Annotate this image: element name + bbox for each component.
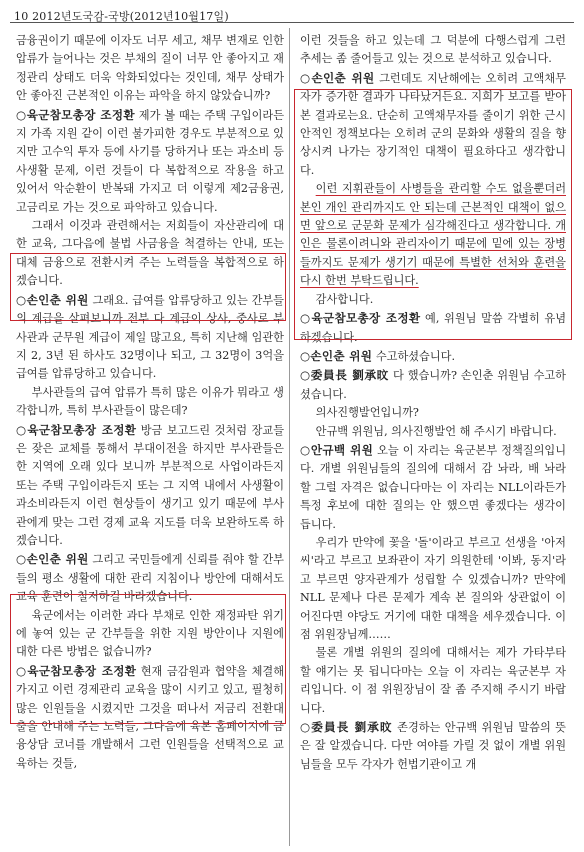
speaker-name: ○委員長 劉承旼 (300, 368, 390, 383)
paragraph-text: 안규백 위원님, 의사진행발언 해 주시기 바랍니다. (315, 424, 557, 438)
paragraph-text: 현재 금감원과 협약을 체결해 가지고 이런 경제관리 교육을 많이 시키고 있고, 필청히 많은 인원들을 시켰지만 그것을 떠나서 저금리 전환대출을 안내해 주는 노력들, 그다음에 육본 홈페이지에 금융상담 코너를 개발해서 그런 인원들을 선택적으로 교육하는 것들, (16, 664, 285, 770)
highlight-box (294, 89, 572, 340)
column-divider (289, 28, 290, 846)
paragraph-text: 이런 것들을 하고 있는데 그 덕분에 다행스럽게 그런 추세는 좀 줄어들고 있는 것으로 분석하고 있습니다. (300, 34, 566, 66)
paragraph (300, 644, 566, 718)
paragraph (16, 384, 284, 421)
paragraph-text: 물론 개별 위원의 질의에 대해서는 제가 가타부타 할 얘기는 못 됩니다마는 오늘 이 자리는 육군본부 자리입니다. 이 점 위원장님이 잘 좀 주지해 주시기 바랍니다. (300, 646, 566, 715)
speaker-name: ○손인춘 위원 (300, 348, 373, 363)
speaker-name: ○손인춘 위원 (300, 70, 375, 85)
highlight-box (10, 253, 286, 321)
paragraph (300, 534, 566, 644)
paragraph (300, 347, 566, 366)
speaker-name: ○육군참모총장 조정환 (16, 663, 137, 678)
paragraph (16, 421, 284, 551)
speaker-name: ○안규백 위원 (300, 442, 374, 457)
paragraph-text: 수고하셨습니다. (375, 349, 456, 363)
speaker-name: ○손인춘 위원 (16, 292, 89, 307)
paragraph (300, 366, 566, 404)
speaker-name: ○손인춘 위원 (16, 552, 89, 567)
paragraph-text: 이런 지휘관들이 사병들을 관리할 수도 없을뿐더러 본인 개인 관리까지도 안 되는데 근본적인 대책이 없으면 앞으로 군문화 문제가 심각해진다고 생각합니다. 개인은 물론이려니와 관리자이기 때문에 밑에 있는 장병들까지도 문제가 생기기 때문에 특별한 선처와 훈련을 다시 한번 부탁드립니다. (300, 182, 566, 288)
paragraph-text: 그리고 국민들에게 신뢰를 줘야 할 간부들의 평소 생활에 대한 관리 지침이나 방안에 대해서도 교육 훈련이 철저하길 바라겠습니다. (16, 553, 284, 604)
highlight-box (10, 594, 286, 724)
speaker-name: ○육군참모총장 조정환 (16, 422, 137, 437)
paragraph (16, 106, 284, 217)
speaker-name: ○委員長 劉承旼 (300, 720, 393, 735)
paragraph-text: 우리가 만약에 꽃을 '돌'이라고 부르고 선생을 '아저씨'라고 부르고 보좌관이 자기 의원한테 '이봐, 동지'라고 부르면 양자관계가 성립할 수 있겠습니까? 만약에 NLL 문제나 다른 문제가 계속 본 질의와 상관없이 이어진다면 야당도 거기에 대한 대책을 세우겠습니다. 이 점 위원장님께…… (300, 535, 566, 641)
paragraph-text: 부사관들의 급여 압류가 특히 많은 이유가 뭐라고 생각합니까, 특히 부사관들이 많은데? (16, 385, 284, 418)
speaker-name: ○육군참모총장 조정환 (300, 311, 421, 326)
speaker-name: ○육군참모총장 조정환 (16, 107, 135, 122)
paragraph-text: 그래서 이것과 관련해서는 저희들이 자산관리에 대한 교육, 그다음에 불법 사금융을 척결하는 안내, 또는 대체 금융으로 전환시켜 주는 노력들을 복합적으로 하겠습니다. (16, 219, 284, 288)
paragraph-text: 육군에서는 이러한 과다 부채로 인한 재정파탄 위기에 놓여 있는 군 간부들을 위한 지원 방안이나 지원에 대한 다른 방법은 없습니까? (16, 608, 284, 659)
paragraph (16, 32, 284, 106)
paragraph (300, 423, 566, 441)
paragraph-text: 제가 볼 때는 주택 구입이라든지 가족 지원 같이 이런 불가피한 경우도 부분적으로 있지만 고수익 투자 등에 사기를 당하거나 또는 과소비 등 사생활 문제, 이런 것들이 다 복합적으로 작용을 하고 있어서 악순환이 반복돼 가지고 더 이렇게 제2금융권, 고금리로 가는 것으로 파악하고 있습니다. (16, 108, 285, 214)
paragraph-text: 오늘 이 자리는 육군본부 정책질의입니다. 개별 위원님들의 질의에 대해서 감 놔라, 배 놔라 할 그럴 자격은 없습니다마는 이 자리는 NLL이라든가 특정 후보에 대한 질의는 안 했으면 좋겠다는 생각이 듭니다. (300, 443, 566, 531)
paragraph (300, 404, 566, 422)
paragraph-text: 방금 보고드린 것처럼 장교들은 잦은 교체를 통해서 부대이전을 하지만 부사관들은 한 지역에 오래 있다 보니까 부분적으로 사업이라든지 또는 주택 구입이라든지 또는 그 지역 내에서 사생활이 과소비라든지 이런 현상들이 생기고 있기 때문에 부사관에게 맞는 그런 경제 교육 지도를 더욱 보완하도록 하겠습니다. (16, 423, 285, 547)
paragraph (300, 441, 566, 534)
paragraph-text: 예, 위원님 말씀 각별히 유념하겠습니다. (300, 312, 567, 344)
paragraph-text: 금융권이기 때문에 이자도 너무 세고, 채무 변재로 인한 압류가 늘어나는 것은 부채의 질이 너무 안 좋아지고 재정관리 상태도 더욱 악화되었다는 것인데, 채무 상태가 안 좋아진 근본적인 이유는 파악을 하지 않았습니까? (16, 34, 284, 103)
paragraph-text: 그런데도 지난해에는 오히려 고액채무자가 증가한 결과가 나타났거든요. 지희가 보고를 받아 본 결과로는요. 단순히 고액채무자를 줄이기 위한 근시안적인 정책보다는 오히려 군의 문화와 생활의 질을 향상시켜 나가는 장기적인 대책이 필요하다고 생각합니다. (300, 71, 566, 177)
paragraph (300, 718, 566, 774)
paragraph-text: 다 했습니까? 손인춘 위원님 수고하셨습니다. (300, 369, 566, 401)
paragraph (300, 32, 566, 69)
paragraph-text: 의사진행발언입니까? (315, 406, 419, 420)
paragraph-text: 그래요. 급여를 압류당하고 있는 간부들의 계급을 살펴보니까 전부 다 계급이 상사, 중사로 부사관과 군무원 계급이 제일 많고요, 특히 지난해 임관한 지 2, 3년 된 하사도 32명이나 되고, 그 32명이 3억을 급여를 압류당하고 있습니다. (16, 293, 284, 381)
page-header: 10 2012년도국감-국방(2012년10월17일) (14, 10, 229, 23)
paragraph-text: 존경하는 안규백 위원님 말씀의 뜻은 잘 알겠습니다. 다만 여야를 가릴 것 없이 개별 위원님들을 모두 각자가 헌법기관이고 개 (300, 721, 566, 771)
header-rule (10, 22, 574, 23)
paragraph-text: 감사합니다. (315, 292, 374, 306)
